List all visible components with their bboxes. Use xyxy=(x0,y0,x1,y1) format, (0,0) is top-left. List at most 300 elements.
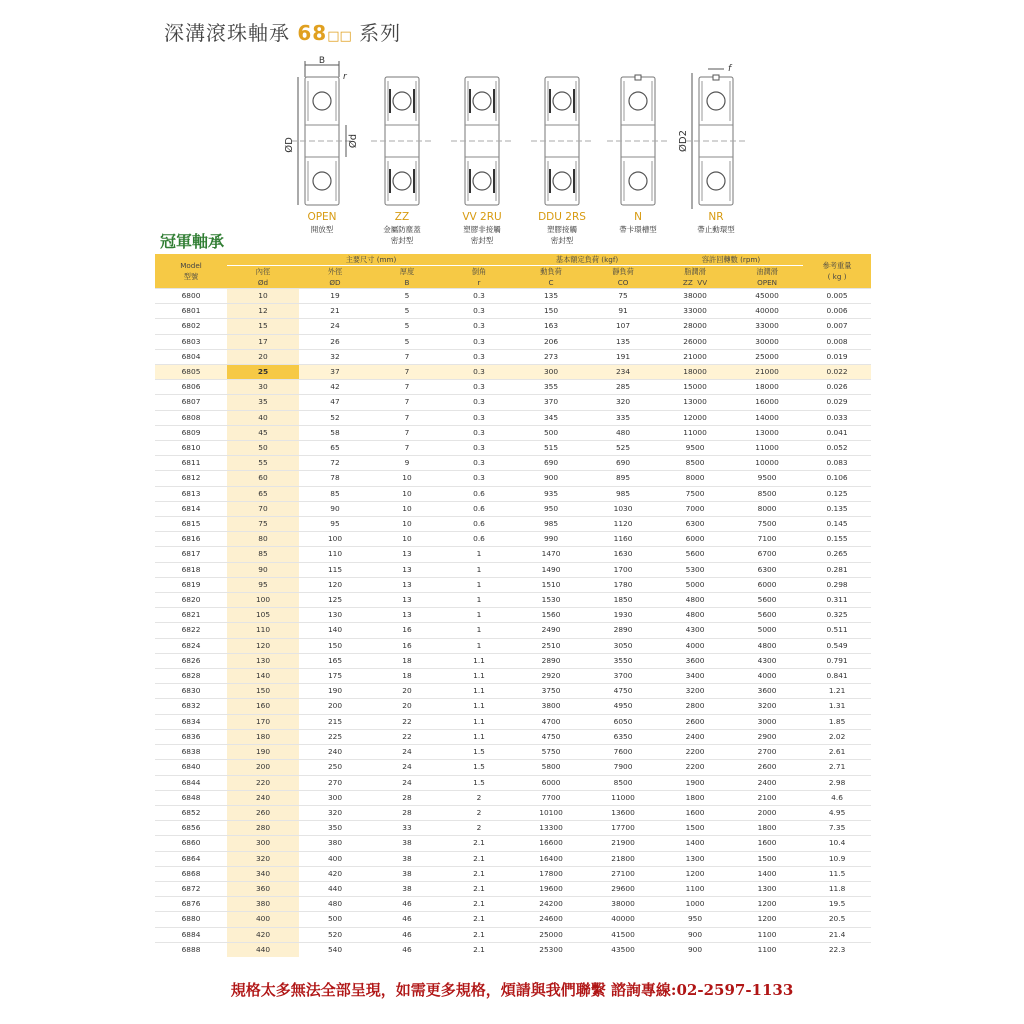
type-name-label: 帶止動環型 xyxy=(697,225,735,234)
table-cell: 3550 xyxy=(587,653,659,668)
table-cell: 6813 xyxy=(155,486,227,501)
table-cell: 1300 xyxy=(659,851,731,866)
type-name-label: 塑膠非接觸 xyxy=(463,225,501,234)
table-cell: 690 xyxy=(515,456,587,471)
table-cell: 38000 xyxy=(659,289,731,304)
snap-groove xyxy=(635,75,641,80)
table-cell: 40000 xyxy=(587,912,659,927)
type-name-label: 開放型 xyxy=(310,225,334,234)
table-cell: 9500 xyxy=(731,471,803,486)
table-cell: 2400 xyxy=(731,775,803,790)
table-cell: 20 xyxy=(371,699,443,714)
model-label: Model xyxy=(180,261,202,270)
table-cell: 47 xyxy=(299,395,371,410)
table-cell: 4800 xyxy=(659,593,731,608)
table-cell: 0.033 xyxy=(803,410,871,425)
table-row xyxy=(155,927,871,942)
table-cell: 24600 xyxy=(515,912,587,927)
table-cell: 0.3 xyxy=(443,425,515,440)
table-cell: 1 xyxy=(443,623,515,638)
table-cell: 0.298 xyxy=(803,577,871,592)
table-cell: 1.1 xyxy=(443,684,515,699)
table-cell: 1510 xyxy=(515,577,587,592)
type-name-label: 密封型 xyxy=(470,236,494,245)
table-cell: 2 xyxy=(443,790,515,805)
table-cell: 15000 xyxy=(659,380,731,395)
table-cell: 7 xyxy=(371,441,443,456)
table-cell: 1030 xyxy=(587,501,659,516)
table-row xyxy=(155,349,871,364)
table-cell: 0.3 xyxy=(443,471,515,486)
ball-icon xyxy=(629,92,647,110)
table-cell: 4000 xyxy=(731,669,803,684)
table-cell: 40 xyxy=(227,410,299,425)
table-cell: 2890 xyxy=(587,623,659,638)
table-cell: 520 xyxy=(299,927,371,942)
table-cell: 5600 xyxy=(731,593,803,608)
table-cell: 107 xyxy=(587,319,659,334)
table-cell: 1200 xyxy=(731,912,803,927)
table-cell: 1100 xyxy=(731,927,803,942)
table-row xyxy=(155,410,871,425)
table-cell: 5 xyxy=(371,289,443,304)
table-cell: 1700 xyxy=(587,562,659,577)
table-cell: 38000 xyxy=(587,897,659,912)
table-cell: 895 xyxy=(587,471,659,486)
table-cell: 5 xyxy=(371,334,443,349)
table-row xyxy=(155,608,871,623)
col-oil xyxy=(731,266,803,289)
table-cell: 2.98 xyxy=(803,775,871,790)
table-cell: 21 xyxy=(299,304,371,319)
table-cell: 2.1 xyxy=(443,836,515,851)
table-cell: 6848 xyxy=(155,790,227,805)
page-title xyxy=(164,17,401,46)
table-cell: 6820 xyxy=(155,593,227,608)
type-code-label: DDU 2RS xyxy=(538,211,586,223)
table-cell: 420 xyxy=(299,866,371,881)
table-cell: 12000 xyxy=(659,410,731,425)
table-cell: 1.31 xyxy=(803,699,871,714)
table-cell: 18000 xyxy=(731,380,803,395)
table-cell: 6817 xyxy=(155,547,227,562)
table-cell: 335 xyxy=(587,410,659,425)
table-cell: 8500 xyxy=(587,775,659,790)
title-prefix: 深溝滾珠軸承 xyxy=(164,21,298,45)
table-cell: 2 xyxy=(443,805,515,820)
table-cell: 0.007 xyxy=(803,319,871,334)
table-cell: 7700 xyxy=(515,790,587,805)
table-cell: 85 xyxy=(299,486,371,501)
table-cell: 0.3 xyxy=(443,334,515,349)
table-cell: 7 xyxy=(371,365,443,380)
table-cell: 0.3 xyxy=(443,289,515,304)
table-cell: 21.4 xyxy=(803,927,871,942)
table-cell: 22 xyxy=(371,729,443,744)
table-cell: 9 xyxy=(371,456,443,471)
table-cell: 125 xyxy=(299,593,371,608)
table-cell: 90 xyxy=(299,501,371,516)
table-cell: 1630 xyxy=(587,547,659,562)
table-cell: 13600 xyxy=(587,805,659,820)
table-cell: 10 xyxy=(227,289,299,304)
table-cell: 6804 xyxy=(155,349,227,364)
table-cell: 380 xyxy=(299,836,371,851)
table-cell: 273 xyxy=(515,349,587,364)
table-cell: 1800 xyxy=(659,790,731,805)
table-cell: 480 xyxy=(299,897,371,912)
type-code-label: OPEN xyxy=(307,211,337,223)
table-cell: 1800 xyxy=(731,821,803,836)
table-cell: 5300 xyxy=(659,562,731,577)
table-cell: 1200 xyxy=(659,866,731,881)
table-cell: 0.135 xyxy=(803,501,871,516)
table-cell: 340 xyxy=(227,866,299,881)
table-cell: 38 xyxy=(371,866,443,881)
table-cell: 40000 xyxy=(731,304,803,319)
table-row xyxy=(155,456,871,471)
table-cell: 1200 xyxy=(731,897,803,912)
table-cell: 8000 xyxy=(731,501,803,516)
table-cell: 540 xyxy=(299,942,371,957)
table-cell: 130 xyxy=(299,608,371,623)
table-cell: 65 xyxy=(299,441,371,456)
table-cell: 350 xyxy=(299,821,371,836)
table-cell: 1930 xyxy=(587,608,659,623)
table-cell: 2000 xyxy=(731,805,803,820)
table-cell: 370 xyxy=(515,395,587,410)
table-cell: 38 xyxy=(371,851,443,866)
footer-contact: 規格太多無法全部呈現，如需更多規格，煩請與我們聯繫 諮詢專線:02-2597-1133 xyxy=(230,981,794,999)
table-cell: 1780 xyxy=(587,577,659,592)
table-cell: 6806 xyxy=(155,380,227,395)
table-cell: 6805 xyxy=(155,365,227,380)
table-row xyxy=(155,790,871,805)
table-cell: 6000 xyxy=(659,532,731,547)
col-width xyxy=(371,266,443,289)
table-cell: 42 xyxy=(299,380,371,395)
table-cell: 2.1 xyxy=(443,912,515,927)
table-cell: 0.3 xyxy=(443,380,515,395)
table-cell: 0.6 xyxy=(443,501,515,516)
table-cell: 0.3 xyxy=(443,304,515,319)
table-cell: 4.95 xyxy=(803,805,871,820)
table-cell: 985 xyxy=(587,486,659,501)
table-cell: 10 xyxy=(371,501,443,516)
table-cell: 280 xyxy=(227,821,299,836)
outer-sym: ØD xyxy=(329,278,341,287)
table-cell: 0.3 xyxy=(443,441,515,456)
table-cell: 3800 xyxy=(515,699,587,714)
table-cell: 100 xyxy=(227,593,299,608)
table-cell: 2920 xyxy=(515,669,587,684)
table-cell: 11.5 xyxy=(803,866,871,881)
table-cell: 85 xyxy=(227,547,299,562)
table-cell: 1.5 xyxy=(443,775,515,790)
table-row xyxy=(155,729,871,744)
table-row xyxy=(155,425,871,440)
table-cell: 190 xyxy=(227,745,299,760)
table-cell: 285 xyxy=(587,380,659,395)
table-cell: 1.1 xyxy=(443,699,515,714)
table-cell: 13 xyxy=(371,593,443,608)
table-cell: 6872 xyxy=(155,881,227,896)
group-load: 基本額定負荷 (kgf) xyxy=(515,254,659,266)
table-cell: 1500 xyxy=(659,821,731,836)
table-cell: 35 xyxy=(227,395,299,410)
table-cell: 6801 xyxy=(155,304,227,319)
table-cell: 0.3 xyxy=(443,410,515,425)
table-cell: 6807 xyxy=(155,395,227,410)
table-cell: 150 xyxy=(515,304,587,319)
table-row xyxy=(155,532,871,547)
table-cell: 0.6 xyxy=(443,486,515,501)
table-cell: 0.052 xyxy=(803,441,871,456)
table-cell: 6830 xyxy=(155,684,227,699)
table-cell: 0.006 xyxy=(803,304,871,319)
table-row xyxy=(155,775,871,790)
table-cell: 1560 xyxy=(515,608,587,623)
table-cell: 1400 xyxy=(731,866,803,881)
table-cell: 7600 xyxy=(587,745,659,760)
table-cell: 25 xyxy=(227,365,299,380)
inner-label: 內徑 xyxy=(255,267,271,276)
table-cell: 950 xyxy=(515,501,587,516)
table-cell: 14000 xyxy=(731,410,803,425)
table-cell: 13000 xyxy=(659,395,731,410)
table-cell: 1100 xyxy=(731,942,803,957)
table-cell: 6815 xyxy=(155,517,227,532)
table-cell: 130 xyxy=(227,653,299,668)
table-cell: 70 xyxy=(227,501,299,516)
table-cell: 1 xyxy=(443,593,515,608)
table-cell: 3400 xyxy=(659,669,731,684)
table-cell: 0.841 xyxy=(803,669,871,684)
table-cell: 163 xyxy=(515,319,587,334)
table-cell: 41500 xyxy=(587,927,659,942)
table-cell: 4950 xyxy=(587,699,659,714)
bearing-type-diagrams xyxy=(280,55,800,255)
table-row xyxy=(155,821,871,836)
table-cell: 25300 xyxy=(515,942,587,957)
table-cell: 28000 xyxy=(659,319,731,334)
table-row xyxy=(155,486,871,501)
oil-sym: OPEN xyxy=(757,278,777,287)
table-cell: 2200 xyxy=(659,745,731,760)
type-name-label: 密封型 xyxy=(390,236,414,245)
table-cell: 0.155 xyxy=(803,532,871,547)
table-cell: 28 xyxy=(371,790,443,805)
table-cell: 2.1 xyxy=(443,897,515,912)
table-cell: 215 xyxy=(299,714,371,729)
table-cell: 6860 xyxy=(155,836,227,851)
table-cell: 935 xyxy=(515,486,587,501)
table-cell: 1600 xyxy=(659,805,731,820)
table-cell: 0.265 xyxy=(803,547,871,562)
table-cell: 2100 xyxy=(731,790,803,805)
table-row xyxy=(155,593,871,608)
table-row xyxy=(155,380,871,395)
table-cell: 22 xyxy=(371,714,443,729)
table-cell: 2600 xyxy=(659,714,731,729)
table-cell: 45000 xyxy=(731,289,803,304)
table-cell: 28 xyxy=(371,805,443,820)
table-row xyxy=(155,289,871,304)
model-zh-label: 型號 xyxy=(183,272,199,281)
snap-groove xyxy=(713,75,719,80)
table-cell: 11000 xyxy=(587,790,659,805)
table-cell: 7500 xyxy=(659,486,731,501)
table-cell: 30 xyxy=(227,380,299,395)
table-cell: 4750 xyxy=(587,684,659,699)
chamfer-sym: r xyxy=(477,278,481,287)
table-cell: 525 xyxy=(587,441,659,456)
ball-icon xyxy=(313,172,331,190)
table-cell: 20 xyxy=(227,349,299,364)
table-cell: 4750 xyxy=(515,729,587,744)
table-cell: 6803 xyxy=(155,334,227,349)
table-cell: 0.022 xyxy=(803,365,871,380)
col-outer xyxy=(299,266,371,289)
table-cell: 1 xyxy=(443,562,515,577)
type-name-label: 金屬防塵蓋 xyxy=(383,225,421,234)
table-cell: 175 xyxy=(299,669,371,684)
table-cell: 3200 xyxy=(659,684,731,699)
table-row xyxy=(155,577,871,592)
table-cell: 6809 xyxy=(155,425,227,440)
table-cell: 1300 xyxy=(731,881,803,896)
table-row xyxy=(155,881,871,896)
table-cell: 24 xyxy=(371,775,443,790)
table-cell: 6876 xyxy=(155,897,227,912)
chamfer-label: 倒角 xyxy=(471,267,487,276)
table-cell: 5800 xyxy=(515,760,587,775)
table-cell: 33000 xyxy=(659,304,731,319)
table-cell: 6824 xyxy=(155,638,227,653)
dim-label-d2: ØD2 xyxy=(678,130,689,152)
table-cell: 0.106 xyxy=(803,471,871,486)
table-row xyxy=(155,562,871,577)
table-cell: 15 xyxy=(227,319,299,334)
table-cell: 1000 xyxy=(659,897,731,912)
dim-label-r: r xyxy=(343,72,347,82)
table-cell: 6822 xyxy=(155,623,227,638)
table-cell: 1600 xyxy=(731,836,803,851)
table-cell: 225 xyxy=(299,729,371,744)
table-cell: 24200 xyxy=(515,897,587,912)
col-static xyxy=(587,266,659,289)
table-cell: 6050 xyxy=(587,714,659,729)
table-cell: 240 xyxy=(227,790,299,805)
table-cell: 9500 xyxy=(659,441,731,456)
group-speed: 容許回轉數 (rpm) xyxy=(659,254,803,266)
table-cell: 990 xyxy=(515,532,587,547)
table-cell: 29600 xyxy=(587,881,659,896)
table-cell: 1 xyxy=(443,547,515,562)
table-cell: 1470 xyxy=(515,547,587,562)
table-cell: 7900 xyxy=(587,760,659,775)
table-cell: 46 xyxy=(371,927,443,942)
table-cell: 2510 xyxy=(515,638,587,653)
ball-icon xyxy=(707,172,725,190)
table-cell: 4300 xyxy=(659,623,731,638)
table-cell: 27100 xyxy=(587,866,659,881)
table-cell: 58 xyxy=(299,425,371,440)
table-cell: 6838 xyxy=(155,745,227,760)
table-cell: 19.5 xyxy=(803,897,871,912)
brand-label: 冠軍軸承 xyxy=(160,232,225,251)
table-cell: 30000 xyxy=(731,334,803,349)
table-cell: 260 xyxy=(227,805,299,820)
table-row xyxy=(155,669,871,684)
table-cell: 25000 xyxy=(731,349,803,364)
table-cell: 50 xyxy=(227,441,299,456)
table-cell: 38 xyxy=(371,881,443,896)
table-cell: 3050 xyxy=(587,638,659,653)
table-cell: 2400 xyxy=(659,729,731,744)
col-dynamic xyxy=(515,266,587,289)
table-cell: 26000 xyxy=(659,334,731,349)
table-cell: 5000 xyxy=(659,577,731,592)
table-cell: 4800 xyxy=(731,638,803,653)
table-cell: 16400 xyxy=(515,851,587,866)
type-code-label: VV 2RU xyxy=(462,211,502,223)
table-cell: 0.311 xyxy=(803,593,871,608)
table-cell: 24 xyxy=(371,745,443,760)
grease-sym: ZZ VV xyxy=(682,278,708,287)
table-cell: 10000 xyxy=(731,456,803,471)
title-boxes: □□ xyxy=(327,29,352,44)
table-cell: 8000 xyxy=(659,471,731,486)
table-cell: 900 xyxy=(659,927,731,942)
table-cell: 1850 xyxy=(587,593,659,608)
table-cell: 0.549 xyxy=(803,638,871,653)
ball-icon xyxy=(553,172,571,190)
table-cell: 2.1 xyxy=(443,851,515,866)
table-row xyxy=(155,745,871,760)
table-cell: 2.61 xyxy=(803,745,871,760)
table-cell: 345 xyxy=(515,410,587,425)
table-cell: 6826 xyxy=(155,653,227,668)
table-cell: 400 xyxy=(299,851,371,866)
table-cell: 900 xyxy=(515,471,587,486)
table-cell: 7 xyxy=(371,380,443,395)
table-cell: 0.026 xyxy=(803,380,871,395)
table-row xyxy=(155,319,871,334)
table-cell: 26 xyxy=(299,334,371,349)
table-cell: 3200 xyxy=(731,699,803,714)
table-cell: 13300 xyxy=(515,821,587,836)
dynamic-sym: C xyxy=(548,278,554,287)
table-cell: 24 xyxy=(371,760,443,775)
table-cell: 75 xyxy=(227,517,299,532)
table-cell: 6350 xyxy=(587,729,659,744)
table-cell: 6834 xyxy=(155,714,227,729)
table-cell: 6821 xyxy=(155,608,227,623)
table-cell: 24 xyxy=(299,319,371,334)
table-cell: 11000 xyxy=(731,441,803,456)
table-cell: 2890 xyxy=(515,653,587,668)
type-name-label: 塑膠接觸 xyxy=(547,225,577,234)
table-cell: 6812 xyxy=(155,471,227,486)
table-row xyxy=(155,897,871,912)
table-cell: 18 xyxy=(371,653,443,668)
table-cell: 6810 xyxy=(155,441,227,456)
ball-icon xyxy=(473,92,491,110)
table-cell: 480 xyxy=(587,425,659,440)
table-cell: 45 xyxy=(227,425,299,440)
table-cell: 10 xyxy=(371,517,443,532)
